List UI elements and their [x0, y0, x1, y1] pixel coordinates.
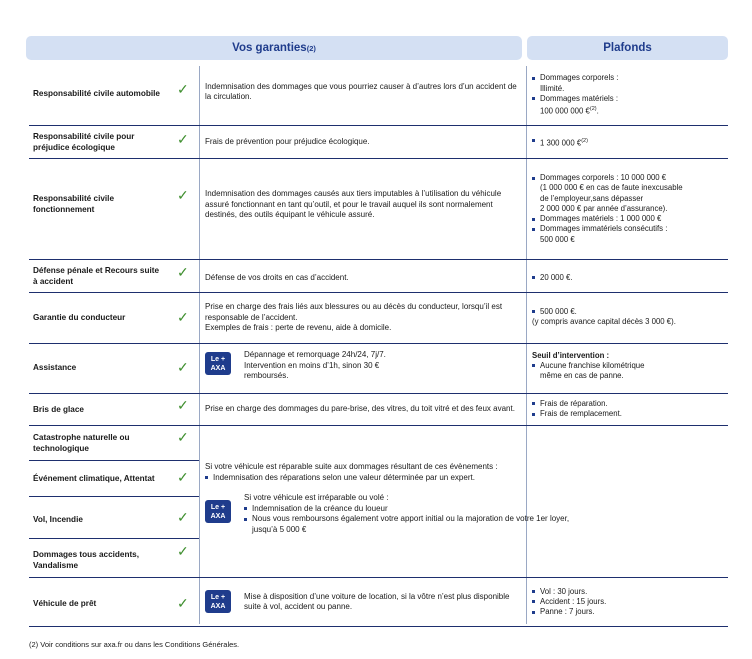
row-plafond: 500 000 €. (y compris avance capital décès 3 000 €). [532, 306, 676, 326]
plafond-item: Aucune franchise kilométrique même en cas de panne. [532, 361, 644, 381]
check-icon: ✓ [177, 469, 189, 485]
plafond-item: 20 000 €. [532, 273, 573, 283]
row-separator [29, 292, 728, 293]
check-icon: ✓ [177, 81, 189, 97]
group-description [205, 462, 705, 483]
row-desc: Frais de prévention pour préjudice écologique. [205, 136, 370, 146]
row-desc: Prise en charge des frais liés aux blessures ou au décès du conducteur, lorsqu’il est responsable de l’accident. Exemples de frais : perte de revenu, aide à domicile. [205, 302, 503, 333]
row-separator [29, 343, 728, 344]
row-name: Défense pénale et Recours suite à accident [33, 266, 160, 286]
row-plafond [532, 128, 732, 156]
plafond-item: Frais de remplacement. [532, 409, 622, 419]
check-icon: ✓ [177, 187, 189, 203]
plafond-item: Vol : 30 jours. [532, 587, 606, 597]
plafond-item: Dommages immatériels consécutifs : 500 000 € [532, 224, 683, 244]
check-icon: ✓ [177, 509, 189, 525]
footnote: (2) Voir conditions sur axa.fr ou dans les Conditions Générales. [29, 640, 240, 649]
row-separator [29, 496, 199, 497]
plafond-item: Dommages matériels : 100 000 000 €$^{(2)}$. [532, 94, 618, 117]
header-plafonds-label: Plafonds [603, 42, 652, 54]
group-sub-description [244, 493, 714, 535]
group-bullet: Indemnisation des réparations selon une valeur déterminée par un expert. [205, 473, 705, 484]
check-icon: ✓ [177, 429, 189, 445]
header-garanties [26, 36, 522, 60]
row-plafond [532, 396, 732, 422]
plafond-item: Panne : 7 jours. [532, 607, 606, 617]
check-icon: ✓ [177, 595, 189, 611]
check-icon: ✓ [177, 359, 189, 375]
row-desc: Prise en charge des dommages du pare-brise, des vitres, du toit vitré et des feux avant. [205, 403, 515, 413]
row-name: Vol, Incendie [33, 514, 83, 524]
row-name: Véhicule de prêt [33, 598, 97, 608]
check-icon: ✓ [177, 397, 189, 413]
row-name: Responsabilité civile pour préjudice écologique [33, 132, 135, 152]
row-name: Catastrophe naturelle ou technologique [33, 433, 130, 453]
check-icon: ✓ [177, 543, 189, 559]
le-plus-axa-badge: Le + AXA [205, 590, 231, 613]
row-name: Garantie du conducteur [33, 312, 126, 322]
check-icon: ✓ [177, 264, 189, 280]
le-plus-axa-badge: Le + AXA [205, 500, 231, 523]
le-plus-axa-badge: Le + AXA [205, 352, 231, 375]
row-separator [29, 626, 728, 627]
group-intro: Si votre véhicule est réparable suite aux dommages résultant de ces évènements : [205, 462, 498, 471]
row-name: Dommages tous accidents, Vandalisme [33, 550, 140, 570]
row-plafond [532, 582, 732, 622]
row-separator [29, 125, 728, 126]
group-sub-bullet: Nous vous remboursons également votre apport initial ou la majoration de votre 1er loyer, jusqu’à 5 000 € [244, 514, 714, 535]
row-desc: Dépannage et remorquage 24h/24, 7j/7. Intervention en moins d’1h, sinon 30 € remboursés. [244, 350, 386, 381]
row-name: Responsabilité civile automobile [33, 88, 160, 98]
row-name: Bris de glace [33, 404, 84, 414]
row-separator [29, 158, 728, 159]
plafond-item: Dommages corporels : 10 000 000 € (1 000 000 € en cas de faute inexcusable de l’employeur,sans dépasser 2 000 000 € par année d’assurance). [532, 173, 683, 214]
row-name: Événement climatique, Attentat [33, 473, 155, 483]
row-desc: Défense de vos droits en cas d’accident. [205, 272, 349, 282]
row-desc: Indemnisation des dommages que vous pourriez causer à d’autres lors d’un accident de la circulation. [205, 81, 517, 101]
col-divider-plafond [526, 66, 527, 624]
row-desc: Mise à disposition d’une voiture de location, si la vôtre n’est plus disponible suite à vol, accident ou panne. [244, 591, 510, 611]
plafond-item: 1 300 000 €$^{(2)}$ [532, 136, 588, 149]
row-separator [29, 259, 728, 260]
row-separator [29, 538, 199, 539]
plafond-item: Frais de réparation. [532, 399, 622, 409]
row-plafond: Seuil d’intervention : Aucune franchise kilométrique même en cas de panne. [532, 350, 645, 381]
check-icon: ✓ [177, 131, 189, 147]
row-desc: Indemnisation des dommages causés aux tiers imputables à l’utilisation du véhicule assuré fonctionnant en tant qu’outil, et pour le travail auquel ils sont normalement destinés, des outils équipant le véhicule assuré. [205, 189, 502, 220]
header-garanties-ref: (2) [306, 43, 316, 53]
group-sub-intro: Si votre véhicule est irréparable ou volé : [244, 493, 389, 502]
header-garanties-label: Vos garanties [232, 42, 307, 54]
row-name: Assistance [33, 362, 77, 372]
row-plafond [532, 162, 732, 256]
row-separator [29, 460, 199, 461]
row-separator [29, 425, 728, 426]
row-name: Responsabilité civile fonctionnement [33, 194, 114, 214]
row-plafond [532, 68, 732, 122]
row-separator [29, 577, 728, 578]
header-plafonds [527, 36, 728, 60]
row-plafond [532, 266, 732, 290]
plafond-item: Accident : 15 jours. [532, 597, 606, 607]
col-divider-desc [199, 66, 200, 624]
plafond-item: Dommages matériels : 1 000 000 € [532, 214, 683, 224]
row-separator [29, 393, 728, 394]
group-sub-bullet: Indemnisation de la créance du loueur [244, 504, 714, 515]
plafond-item: Dommages corporels : Illimité. [532, 73, 618, 93]
plafond-item: 500 000 €. [532, 307, 676, 317]
check-icon: ✓ [177, 309, 189, 325]
